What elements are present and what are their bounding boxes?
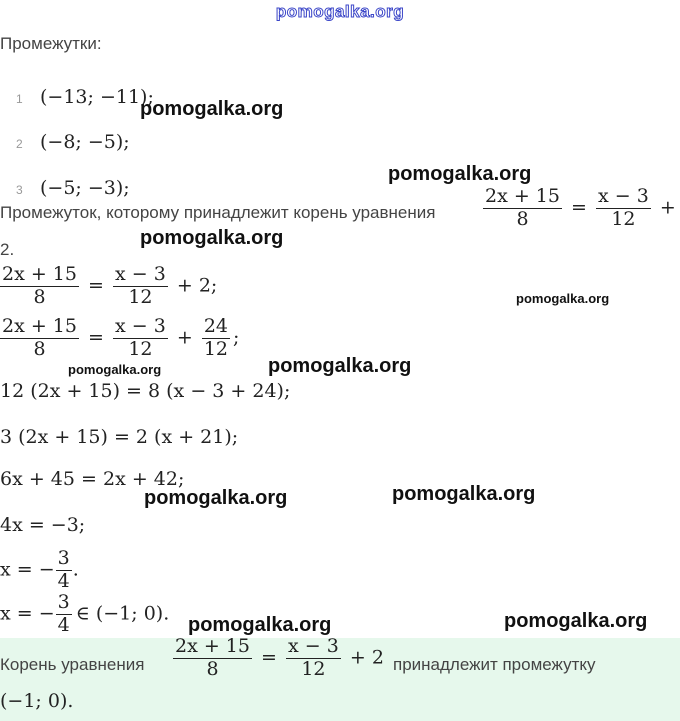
list-item — [16, 177, 130, 199]
fraction — [56, 592, 72, 637]
step-tail: ∈ (−1; 0). — [75, 602, 170, 625]
fraction — [113, 316, 168, 361]
denominator: 4 — [57, 613, 70, 636]
solution-step-5: 6x + 45 = 2x + 42; — [0, 468, 185, 490]
question-equation — [480, 186, 676, 231]
denominator: 12 — [128, 285, 153, 308]
fraction — [483, 186, 562, 231]
list-item — [16, 131, 130, 153]
fraction — [173, 636, 252, 681]
numerator: x − 3 — [598, 185, 649, 207]
watermark: pomogalka.org — [140, 98, 284, 120]
numerator: x − 3 — [115, 263, 166, 285]
answer-text: Корень уравнения — [0, 655, 145, 674]
denominator: 8 — [33, 285, 46, 308]
denominator: 8 — [33, 337, 46, 360]
watermark: pomogalka.org — [388, 163, 532, 185]
watermark: pomogalka.org — [188, 614, 332, 636]
list-item-number: 2 — [16, 137, 23, 151]
watermark: pomogalka.org — [268, 355, 412, 377]
step-tail: . — [72, 558, 79, 581]
denominator: 8 — [206, 657, 219, 680]
denominator: 4 — [57, 569, 70, 592]
fraction — [0, 264, 79, 309]
numerator: x − 3 — [115, 315, 166, 337]
denominator: 8 — [516, 207, 529, 230]
answer-text-2: принадлежит промежутку — [393, 655, 596, 674]
equals-sign: = — [571, 196, 587, 219]
numerator: 2x + 15 — [2, 315, 77, 337]
question-tail: 2. — [0, 240, 15, 259]
interval-text: (−13; −11); — [40, 86, 154, 108]
numerator: 2x + 15 — [175, 635, 250, 657]
denominator: 12 — [301, 657, 326, 680]
answer-equation — [170, 636, 384, 681]
solution-step-1: $\frac{2x + 15}{8}$ = $\frac{x - 3}{12}$ + 2; — [2, 263, 218, 308]
solution-step-6: 4x = −3; — [0, 514, 86, 536]
numerator: 2x + 15 — [2, 263, 77, 285]
fraction — [596, 186, 651, 231]
denominator: 12 — [203, 337, 229, 360]
question-text: Промежуток, которому принадлежит корень уравнения — [0, 203, 436, 222]
solution-step-3: 12 (2x + 15) = 8 (x − 3 + 24); — [0, 380, 291, 402]
watermark: pomogalka.org — [140, 227, 284, 249]
step-tail: ; — [233, 326, 240, 349]
watermark: pomogalka.org — [516, 291, 610, 306]
fraction — [0, 316, 79, 361]
list-item-number: 3 — [16, 183, 23, 197]
fraction — [202, 316, 230, 361]
numerator: 2x + 15 — [485, 185, 560, 207]
plus-sign: + — [176, 326, 193, 349]
list-item — [16, 86, 154, 108]
numerator: 3 — [57, 547, 70, 569]
numerator: 24 — [203, 315, 229, 337]
watermark: pomogalka.org — [68, 362, 162, 377]
watermark: pomogalka.org — [392, 483, 536, 505]
answer-interval: (−1; 0). — [0, 690, 74, 712]
solution-step-4: 3 (2x + 15) = 2 (x + 21); — [0, 426, 239, 448]
watermark: pomogalka.org — [504, 610, 648, 632]
intervals-heading: Промежутки: — [0, 34, 102, 53]
numerator: x − 3 — [288, 635, 339, 657]
fraction — [113, 264, 168, 309]
plus-two: + 2 — [349, 646, 384, 669]
step-tail: + 2; — [176, 274, 218, 297]
equals-sign: = — [261, 646, 277, 669]
list-item-number: 1 — [16, 92, 23, 106]
step-prefix: x = − — [0, 602, 55, 625]
fraction — [286, 636, 341, 681]
step-prefix: x = − — [0, 558, 55, 581]
fraction — [56, 548, 72, 593]
denominator: 12 — [128, 337, 153, 360]
interval-text: (−8; −5); — [40, 131, 130, 153]
plus-sign: + — [659, 196, 676, 219]
site-logo[interactable]: pomogalka.org — [275, 2, 405, 21]
solution-step-8 — [0, 592, 169, 637]
solution-step-7 — [0, 548, 79, 593]
interval-text: (−5; −3); — [40, 177, 130, 199]
watermark: pomogalka.org — [144, 487, 288, 509]
solution-step-2: $\frac{2x + 15}{8}$ = $\frac{x - 3}{12}$ + $\frac{24}{12}$ ; — [2, 315, 240, 360]
numerator: 3 — [57, 591, 70, 613]
denominator: 12 — [611, 207, 636, 230]
